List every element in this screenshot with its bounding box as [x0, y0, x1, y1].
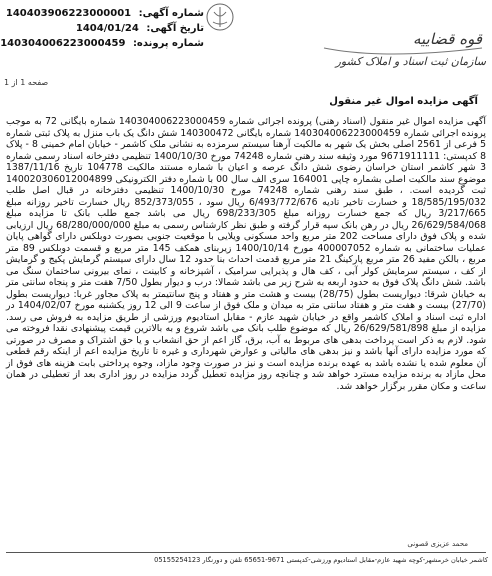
- page-number: صفحه 1 از 1: [4, 78, 49, 87]
- meta-value: 1404/01/24: [75, 23, 139, 34]
- svg-text:قوه قضاییه: قوه قضاییه: [412, 30, 482, 48]
- emblem-icon: [205, 2, 235, 32]
- signatory-name: محمد عزیزی قصونی: [407, 540, 468, 548]
- case-number-row: [0, 36, 204, 51]
- organization-name: سازمان ثبت اسناد و املاک کشور: [335, 55, 486, 68]
- registration-organization-logo: [264, 4, 492, 82]
- meta-label: شماره پرونده:: [132, 38, 204, 49]
- notice-date-row: [4, 21, 204, 36]
- footer-divider: [6, 552, 486, 553]
- footer-address: کاشمر خیابان خرمشهر-کوچه شهید عازم-مقابل استادیوم ورزشی-کدپستی 9671-65651 تلفن و دورنگار 05155254123: [154, 556, 488, 564]
- meta-value: 140304006223000459: [0, 38, 126, 49]
- notice-meta: [0, 6, 204, 51]
- meta-label: شماره آگهی:: [138, 8, 204, 19]
- notice-title: آگهی مزایده اموال غیر منقول: [329, 96, 478, 107]
- header: [0, 0, 492, 92]
- meta-value: 140403906223000001: [5, 8, 132, 19]
- meta-label: تاریخ آگهی:: [146, 23, 204, 34]
- notice-number-row: [4, 6, 204, 21]
- notice-body: آگهی مزایده اموال غیر منقول (اسناد رهنی) پرونده اجرائی شماره 140304006223000459 شماره بایگانی 72 به موجب پرونده اجرائی شماره 140304006223000459 شماره بایگانی 140300472 شش دانگ یک باب منزل به پلاک ثبتی شماره 5 فرعی از 2561 اصلی بخش یک شهر به مالکیت آرهنا سیستم سرمزده به نشانی ملک کاشمر - خیابان امام خمینی 8 - پلاک 8 کدپستی: 9671911111 مورد وثیقه سند رهنی شماره 74248 مورخ 1400/10/30 تنظیمی دفترخانه اسناد رسمی شماره 3 شهر کاشمر استان خراسان رضوی شش دانگ عرصه و اعیان با شماره مستند مالکیت 104778 تاریخ 1387/11/16 موضوع سند مالکیت اصلی بشماره چاپی 164001 سری الف سال 00 با شماره دفتر الکترونیکی 140020306012004899 ثبت گردیده است. ، طبق سند رهنی شماره 74248 مورخ 1400/10/30 تنظیمی دفترخانه در قبال اصل طلب 18/585/195/032 و خسارت تاخیر تادیه 6/493/772/676 ریال سود ، 852/373/055 ریال خسارت تاخیر روزانه مبلغ 3/217/665 ریال که جمع خسارت روزانه مبلغ 698/233/305 ریال می باشد جمع طلب بانک تا مزایده مبلغ 26/629/584/068 ریال در رهن بانک سپه قرار گرفته و طبق نظر کارشناس رسمی به مبلغ 68/280/000/000 ریال ارزیابی شده و پلاک فوق دارای مساحت 202 متر مربع واحد مسکونی ویلایی با موقعیت جنوبی بصورت دوبلکس دارای گواهی پایان عملیات ساختمانی به شماره 400007052 مورخ 1400/10/14 زیربنای همکف 145 متر مربع و قسمت دوبلکس 89 متر مربع ، بالکن مفید 26 متر مربع پارکینگ 21 متر مربع قدمت احداث بنا حدود 12 سال دارای سیستم گرمایش پکیج و گرمایش از کف ، سیستم سرمایش کولر آبی ، کف هال و پذیرایی سرامیک ، آشپزخانه و کابینت ، نمای بیرونی ساختمان سنگ می باشد. شش دانگ پلاک فوق به حدود اربعه به شرح زیر می باشد شمالا: درب و دیوار بطول 7/50 هفت متر و پنجاه سانتی متر به خیابان شرقا: دیواریست بطول (28/75) بیست و هشت متر و هفتاد و پنج سانتیمتر به پلاک مجاور غربا: دیواریست بطول (27/70) بیست و هفت متر و هفتاد سانتی متر به میدان و ملک فوق از ساعت 9 الی 12 روز یکشنبه مورخ 1404/02/07 در اداره ثبت اسناد و املاک کاشمر واقع در خیابان شهید عازم - مقابل استادیوم ورزشی از طریق مزایده به فروش می رسد. مزایده از مبلغ 26/629/581/898 ریال که موضوع طلب بانک می باشد شروع و به بالاترین قیمت پیشنهادی نقدا فروخته می شود. لازم به ذکر است پرداخت بدهی های مربوط به آب، برق، گاز اعم از حق انشعاب و یا حق اشتراک و مصرف در صورتی که مورد مزایده دارای آنها باشد و نیز بدهی های مالیاتی و عوارض شهرداری و غیره تا تاریخ مزایده اعم از اینکه رقم قطعی آن معلوم شده یا نشده باشد به عهده برنده مزایده است و نیز در صورت وجود مازاد، وجوه پرداختی بابت هزینه های فوق از محل مازاد به برنده مزایده مسترد خواهد شد و چنانچه روز مزایده تعطیل گردد مزایده در روز اداری بعد از تعطیلی در همان ساعت و مکان مقرر برگزار خواهد شد.: [6, 116, 487, 392]
